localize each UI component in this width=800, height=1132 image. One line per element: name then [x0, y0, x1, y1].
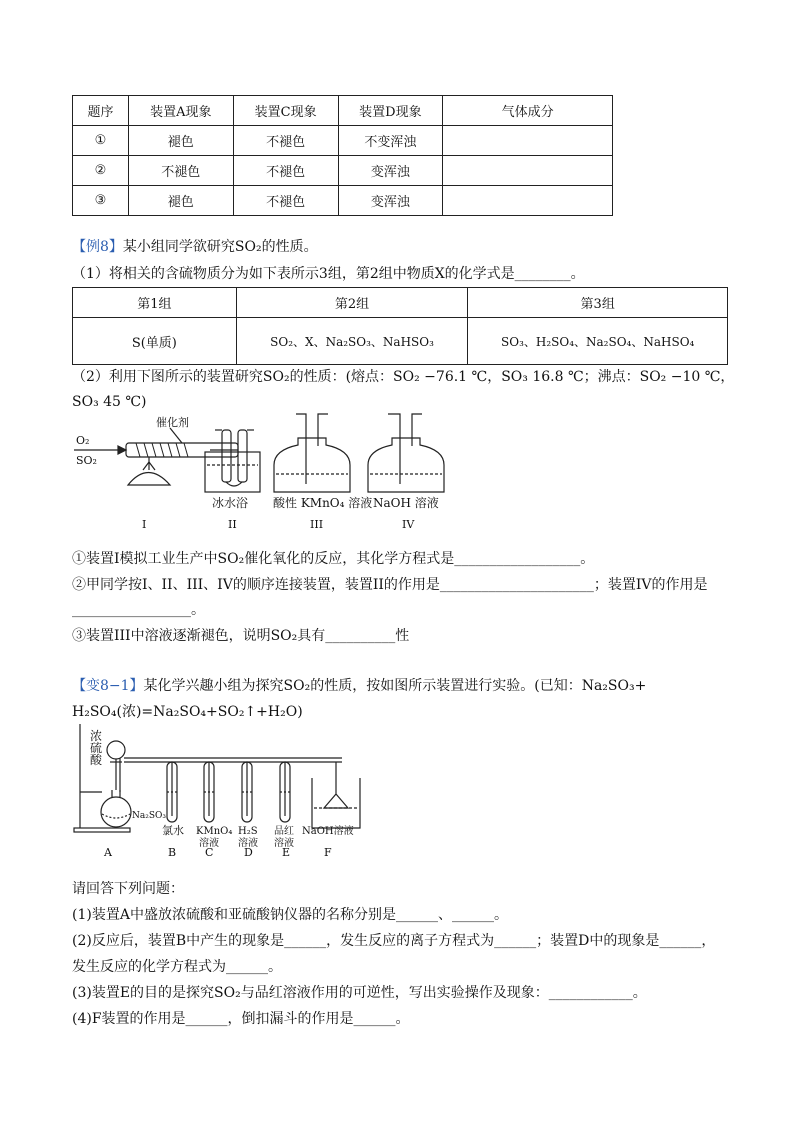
table-cell: 变浑浊	[338, 186, 443, 216]
variant81-question-4: (4)F装置的作用是______，倒扣漏斗的作用是______。	[72, 1011, 410, 1027]
example8-subq-2: ②甲同学按I、II、III、IV的顺序连接装置，装置II的作用是______________________；装置IV的作用是	[72, 577, 708, 593]
u-tube-left	[222, 430, 231, 482]
letter-e: E	[282, 846, 291, 859]
table-header-cell: 题序	[73, 96, 129, 126]
roman-label-1: I	[142, 518, 147, 531]
table-cell	[443, 186, 613, 216]
separatory-funnel	[107, 741, 125, 759]
table-cell: 不褪色	[233, 186, 338, 216]
variant81-intro-cont: H₂SO₄(浓)=Na₂SO₄+SO₂↑+H₂O)	[72, 704, 303, 720]
kmno4-label: 酸性 KMnO₄ 溶液	[273, 496, 373, 510]
table-cell: 不变浑浊	[338, 126, 443, 156]
apparatus-figure-1	[70, 410, 470, 535]
table-cell: 不褪色	[233, 156, 338, 186]
roman-label-4: IV	[402, 518, 415, 531]
tube-e-label-1: 品红	[274, 826, 294, 837]
letter-c: C	[205, 846, 214, 859]
na2so3-label: Na₂SO₃	[132, 811, 167, 821]
example8-question-2-cont: SO₃ 45 ℃)	[72, 394, 147, 410]
example8-question-2: （2）利用下图所示的装置研究SO₂的性质：(熔点：SO₂ −76.1 ℃，SO₃ 16.8 ℃；沸点：SO₂ −10 ℃，	[72, 369, 735, 385]
sulfur-groups-table	[72, 287, 728, 365]
table-header-cell: 气体成分	[443, 96, 613, 126]
letter-d: D	[244, 846, 253, 859]
acid-label-3: 酸	[90, 753, 103, 767]
naoh-label: NaOH 溶液	[373, 496, 439, 510]
letter-b: B	[168, 846, 177, 859]
roman-label-3: III	[310, 518, 324, 531]
acid-label-1: 浓	[90, 729, 103, 743]
table-cell	[443, 156, 613, 186]
table-cell: ③	[73, 186, 129, 216]
tube-b-label: 氯水	[162, 824, 184, 837]
table-header-cell: 装置D现象	[338, 96, 443, 126]
example8-subq-3: ③装置III中溶液逐渐褪色，说明SO₂具有__________性	[72, 628, 410, 644]
letter-f: F	[324, 846, 332, 859]
apparatus-figure-2	[72, 722, 372, 862]
table-cell: S(单质)	[73, 318, 237, 365]
inverted-funnel	[324, 762, 348, 808]
tube-c-label-1: KMnO₄	[196, 826, 233, 837]
arrow-head	[118, 446, 126, 454]
catalyst-label: 催化剂	[156, 416, 189, 429]
example8-question-1: （1）将相关的含硫物质分为如下表所示3组，第2组中物质X的化学式是________。	[72, 266, 585, 282]
table-header-row	[73, 96, 613, 126]
gas-o2-label: O₂	[76, 434, 90, 447]
table-row	[73, 126, 613, 156]
variant81-tag: 【变8−1】	[72, 678, 144, 694]
kmno4-bottle	[274, 438, 350, 492]
table-cell: 不褪色	[128, 156, 233, 186]
example8-tag: 【例8】	[72, 239, 123, 255]
test-tube-d	[242, 762, 252, 822]
gas-so2-label: SO₂	[76, 454, 97, 467]
ice-bath-label: 冰水浴	[212, 496, 249, 510]
example8-subq-2-cont: _________________。	[72, 602, 205, 618]
table-cell: 不褪色	[233, 126, 338, 156]
tube-c-label-2: 溶液	[199, 838, 219, 849]
table-cell: ①	[73, 126, 129, 156]
variant81-question-2: (2)反应后，装置B中产生的现象是______，发生反应的离子方程式为______；装置D中的现象是______，	[72, 933, 716, 949]
table-cell: 褪色	[128, 186, 233, 216]
catalyst-pointer	[170, 428, 182, 443]
burner	[128, 473, 170, 486]
table-cell	[443, 126, 613, 156]
example8-heading	[72, 237, 318, 257]
table-header-cell: 装置A现象	[128, 96, 233, 126]
variant81-question-3: (3)装置E的目的是探究SO₂与品红溶液作用的可逆性，写出实验操作及现象：____________。	[72, 985, 647, 1001]
iron-stand-base	[74, 828, 130, 832]
table-cell: 变浑浊	[338, 156, 443, 186]
table-header-cell: 第2组	[236, 288, 468, 318]
letter-a: A	[104, 846, 112, 859]
test-tube-b	[167, 762, 177, 822]
table-row	[73, 318, 728, 365]
table-row	[73, 156, 613, 186]
example8-title: 某小组同学欲研究SO₂的性质。	[122, 239, 318, 255]
catalyst-packing	[136, 443, 188, 457]
table-header-cell: 第1组	[73, 288, 237, 318]
u-tube-right	[238, 430, 247, 482]
tube-e-label-2: 溶液	[274, 838, 294, 849]
variant81-intro: 某化学兴趣小组为探究SO₂的性质，按如图所示装置进行实验。(已知：Na₂SO₃+	[143, 678, 647, 694]
tube-d-label-1: H₂S	[238, 826, 258, 837]
roman-label-2: II	[228, 518, 237, 531]
acid-label-2: 硫	[90, 741, 103, 755]
beaker-f-label: NaOH溶液	[302, 826, 354, 837]
variant81-heading	[72, 676, 646, 696]
results-table	[72, 95, 613, 216]
test-tube-e	[280, 762, 290, 822]
table-cell: SO₂、X、Na₂SO₃、NaHSO₃	[236, 318, 468, 365]
table-row	[73, 186, 613, 216]
table-cell: 褪色	[128, 126, 233, 156]
variant81-question-2-cont: 发生反应的化学方程式为______。	[72, 959, 282, 975]
variant81-question-1: (1)装置A中盛放浓硫酸和亚硫酸钠仪器的名称分别是______、______。	[72, 907, 508, 923]
table-cell: SO₃、H₂SO₄、Na₂SO₄、NaHSO₄	[468, 318, 728, 365]
test-tube-c	[204, 762, 214, 822]
tube-d-label-2: 溶液	[238, 838, 258, 849]
table-cell: ②	[73, 156, 129, 186]
example8-subq-1: ①装置I模拟工业生产中SO₂催化氧化的反应，其化学方程式是__________________。	[72, 551, 595, 567]
variant81-prompt: 请回答下列问题：	[72, 881, 184, 897]
round-bottom-flask	[101, 797, 131, 827]
table-header-cell: 第3组	[468, 288, 728, 318]
table-header-row	[73, 288, 728, 318]
naoh-bottle	[368, 438, 444, 492]
table-header-cell: 装置C现象	[233, 96, 338, 126]
